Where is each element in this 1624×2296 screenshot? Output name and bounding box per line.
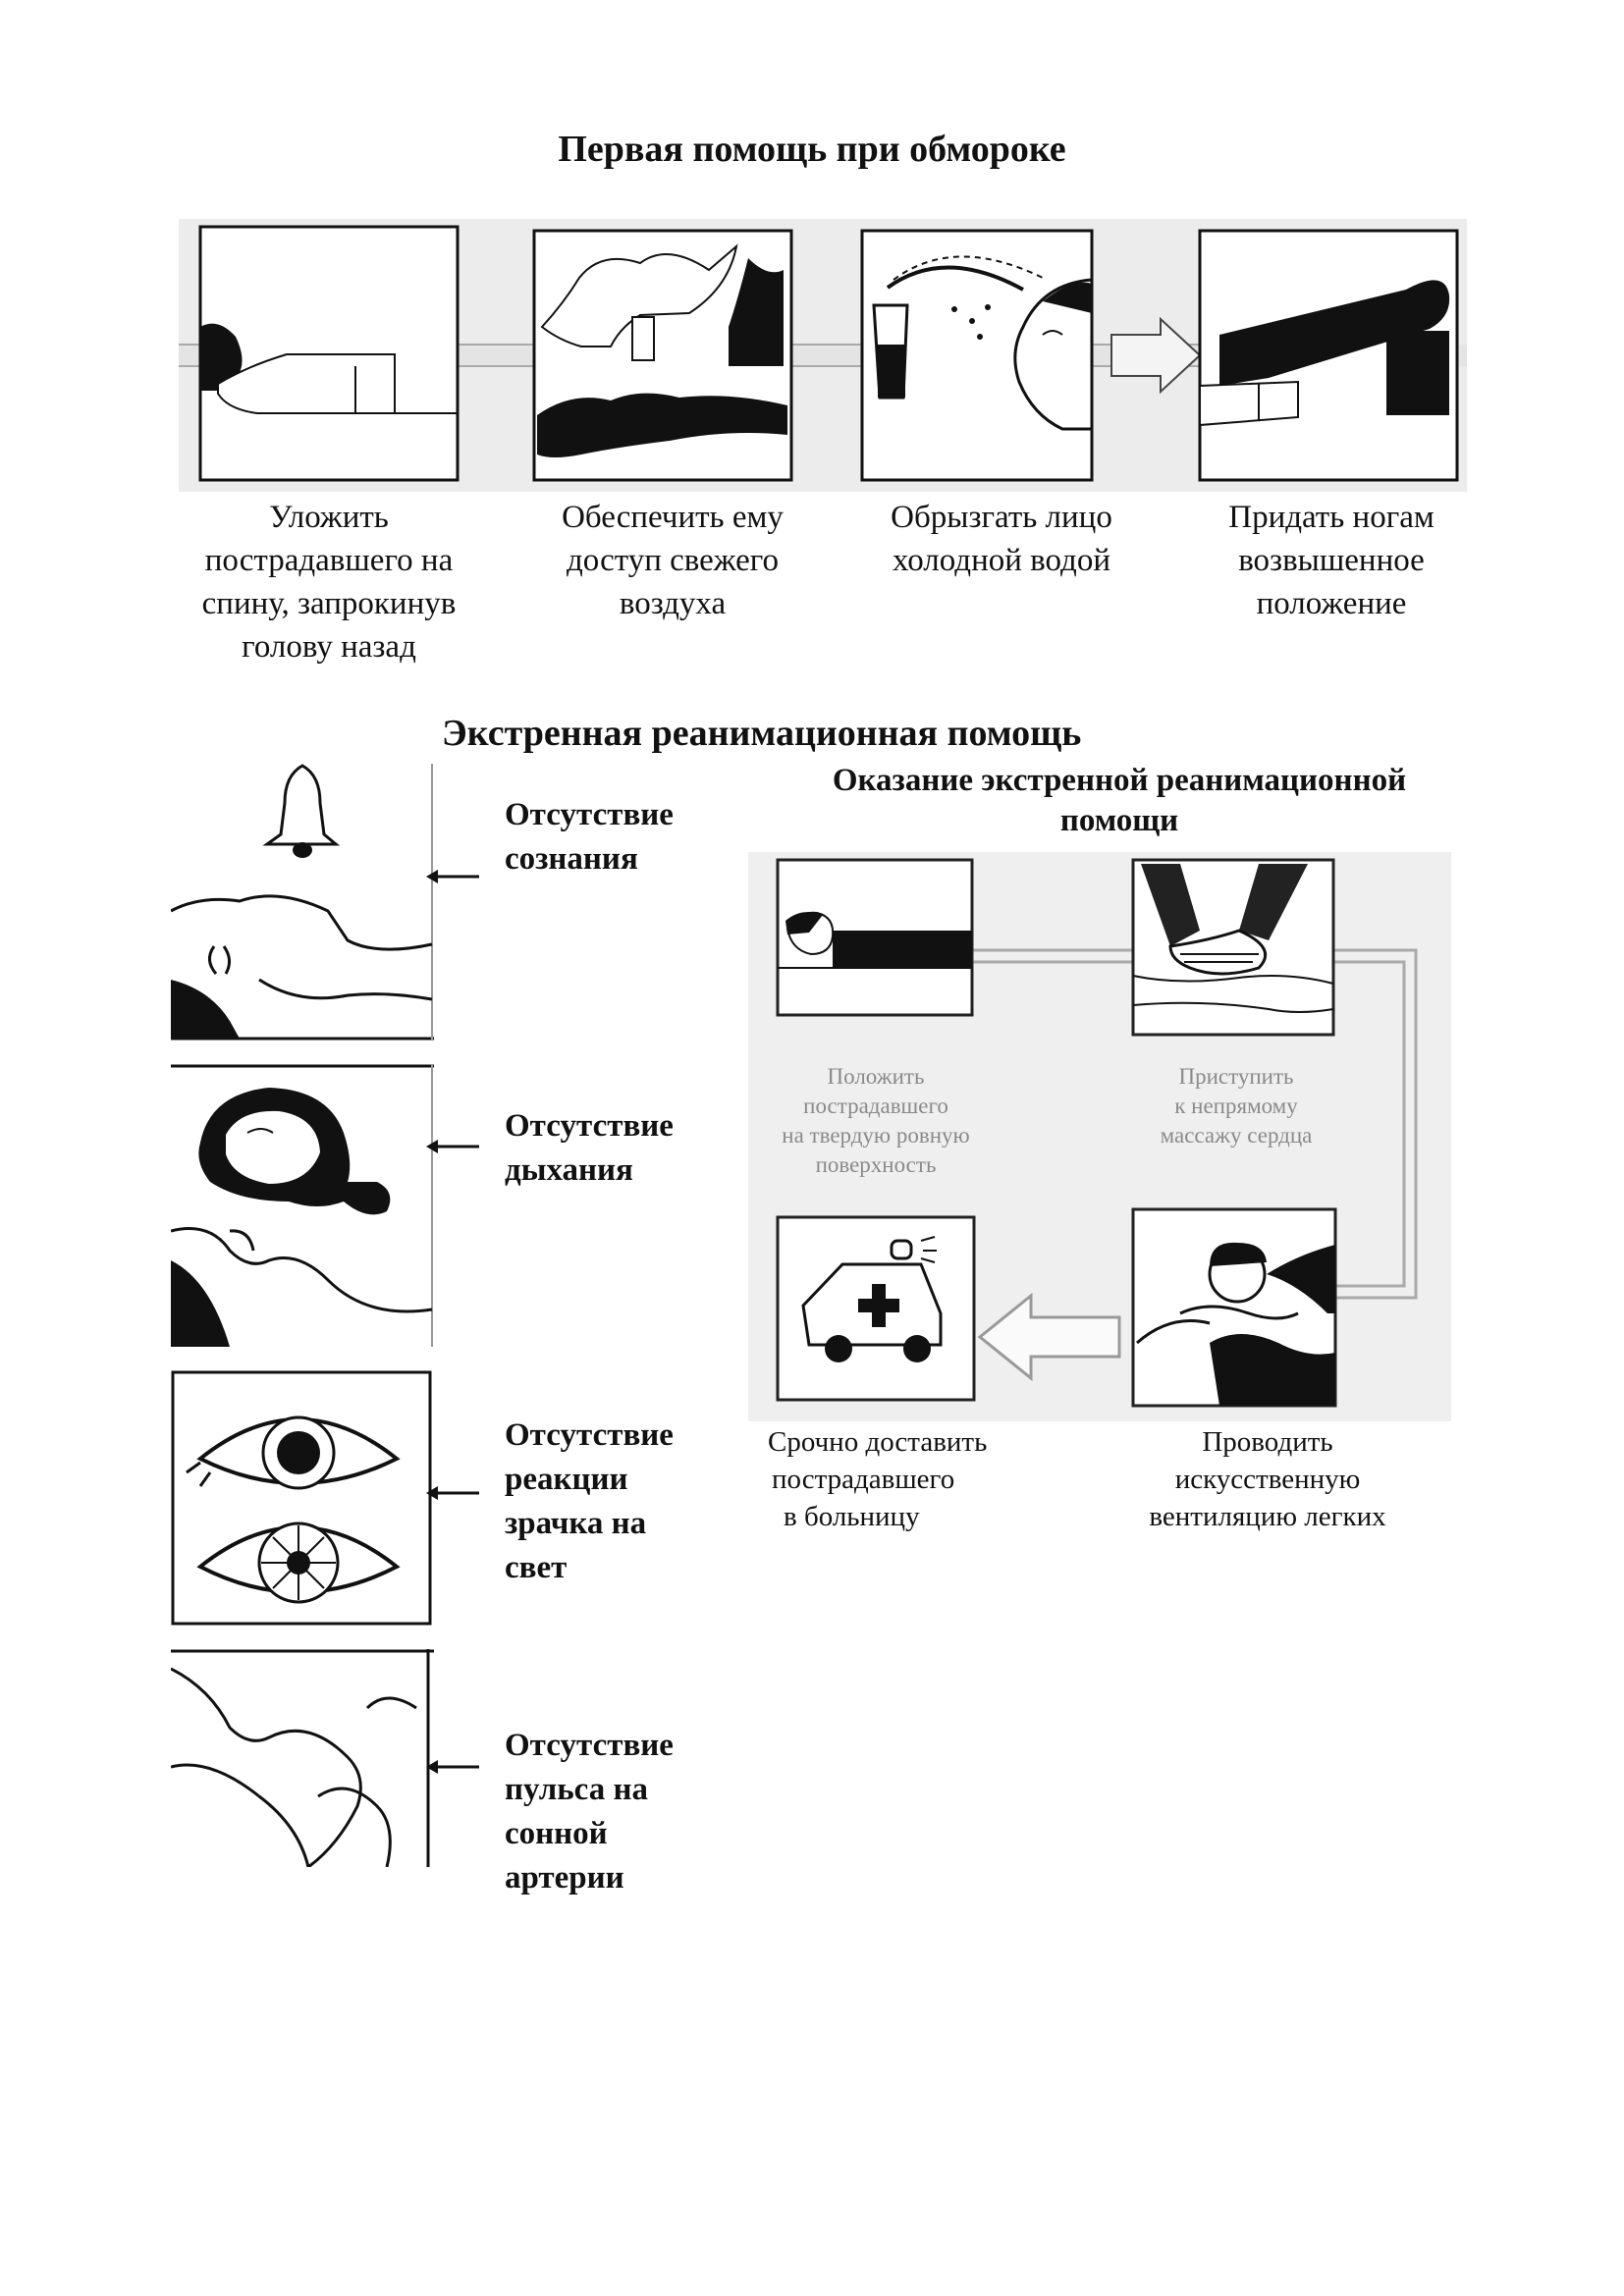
caption-line: Обрызгать лицо [891, 500, 1112, 535]
sign-no-pupil-reaction [505, 1414, 674, 1590]
cpr-caption-line: пострадавшего [803, 1094, 948, 1118]
section2-title: Экстренная реанимационная помощь [442, 713, 1082, 754]
caption-line: Уложить [269, 500, 389, 535]
water-splash-image [862, 231, 1092, 480]
caption-line: положение [1256, 586, 1407, 621]
sign-line: зрачка на [505, 1506, 647, 1541]
sign-line: сознания [505, 841, 638, 877]
arrow-left-icon [426, 867, 479, 886]
lay-on-hard-surface-image [778, 860, 972, 1015]
caption-line: холодной водой [892, 543, 1111, 578]
cpr-title-line: помощи [1059, 803, 1179, 838]
cpr-title-line: Оказание экстренной реанимационной [832, 763, 1407, 798]
sign-line: Отсутствие [505, 1728, 674, 1763]
rescue-breathing-image [1133, 1209, 1335, 1406]
arrow-left-icon [426, 1137, 479, 1156]
sign-line: свет [505, 1550, 568, 1585]
sign-line: артерии [505, 1860, 624, 1896]
step-caption-lay-down [162, 496, 496, 668]
arrow-left-icon [426, 1757, 479, 1777]
cpr-caption-lay-down [748, 1062, 1003, 1180]
sign-no-pulse [505, 1724, 674, 1900]
sign-no-breathing [505, 1104, 674, 1193]
fainting-steps-illustration [179, 219, 1467, 492]
bottom-caption-line: пострадавшего [772, 1464, 955, 1495]
cpr-title [766, 761, 1473, 841]
caption-line: воздуха [619, 586, 727, 621]
bottom-caption-line: вентиляцию легких [1149, 1501, 1386, 1532]
sign-line: Отсутствие [505, 1417, 674, 1453]
caption-line: Обеспечить ему [562, 500, 784, 535]
bottom-caption-line: искусственную [1174, 1464, 1361, 1495]
caption-line: пострадавшего на [204, 543, 454, 578]
bottom-caption-line: Срочно доставить [768, 1426, 988, 1458]
cpr-caption-compressions [1113, 1062, 1359, 1150]
emergency-signs-illustrations [171, 764, 436, 1893]
caption-line: голову назад [242, 629, 416, 665]
step-caption-raise-legs [1164, 496, 1498, 625]
caption-line: спину, запрокинув [201, 586, 457, 621]
cpr-caption-line: массажу сердца [1160, 1123, 1313, 1148]
caption-line: Придать ногам [1228, 500, 1435, 535]
arrow-left-icon [426, 1483, 479, 1503]
ambulance-image [778, 1217, 974, 1400]
cpr-steps-illustration [748, 852, 1451, 1421]
cpr-caption-line: на твердую ровную [782, 1123, 970, 1148]
no-breathing-image [171, 1064, 434, 1347]
caption-ventilation [1115, 1423, 1420, 1535]
cpr-caption-line: к непрямому [1174, 1094, 1298, 1118]
fresh-air-image [534, 231, 791, 480]
cpr-caption-line: поверхность [815, 1152, 937, 1177]
pupil-reaction-image [171, 1370, 434, 1628]
sign-line: Отсутствие [505, 797, 674, 832]
cpr-caption-line: Положить [827, 1064, 925, 1089]
lying-person-image [200, 227, 458, 480]
caption-line: возвышенное [1238, 543, 1425, 578]
sign-no-consciousness [505, 793, 674, 881]
sign-line: пульса на [505, 1772, 648, 1807]
step-caption-cold-water [835, 496, 1168, 582]
chest-compression-image [1133, 860, 1333, 1035]
sign-line: сонной [505, 1816, 608, 1851]
section1-title: Первая помощь при обмороке [558, 129, 1066, 170]
cpr-caption-line: Приступить [1178, 1064, 1294, 1089]
bottom-caption-line: в больницу [784, 1501, 920, 1532]
caption-line: доступ свежего [566, 543, 780, 578]
pulse-check-image [171, 1649, 434, 1867]
sign-line: Отсутствие [505, 1108, 674, 1144]
raised-legs-image [1200, 231, 1457, 480]
sign-line: реакции [505, 1462, 628, 1497]
caption-deliver-to-hospital [768, 1423, 1023, 1535]
sign-line: дыхания [505, 1152, 633, 1188]
step-caption-fresh-air [506, 496, 839, 625]
unconscious-image [171, 764, 434, 1041]
bottom-caption-line: Проводить [1202, 1426, 1333, 1458]
